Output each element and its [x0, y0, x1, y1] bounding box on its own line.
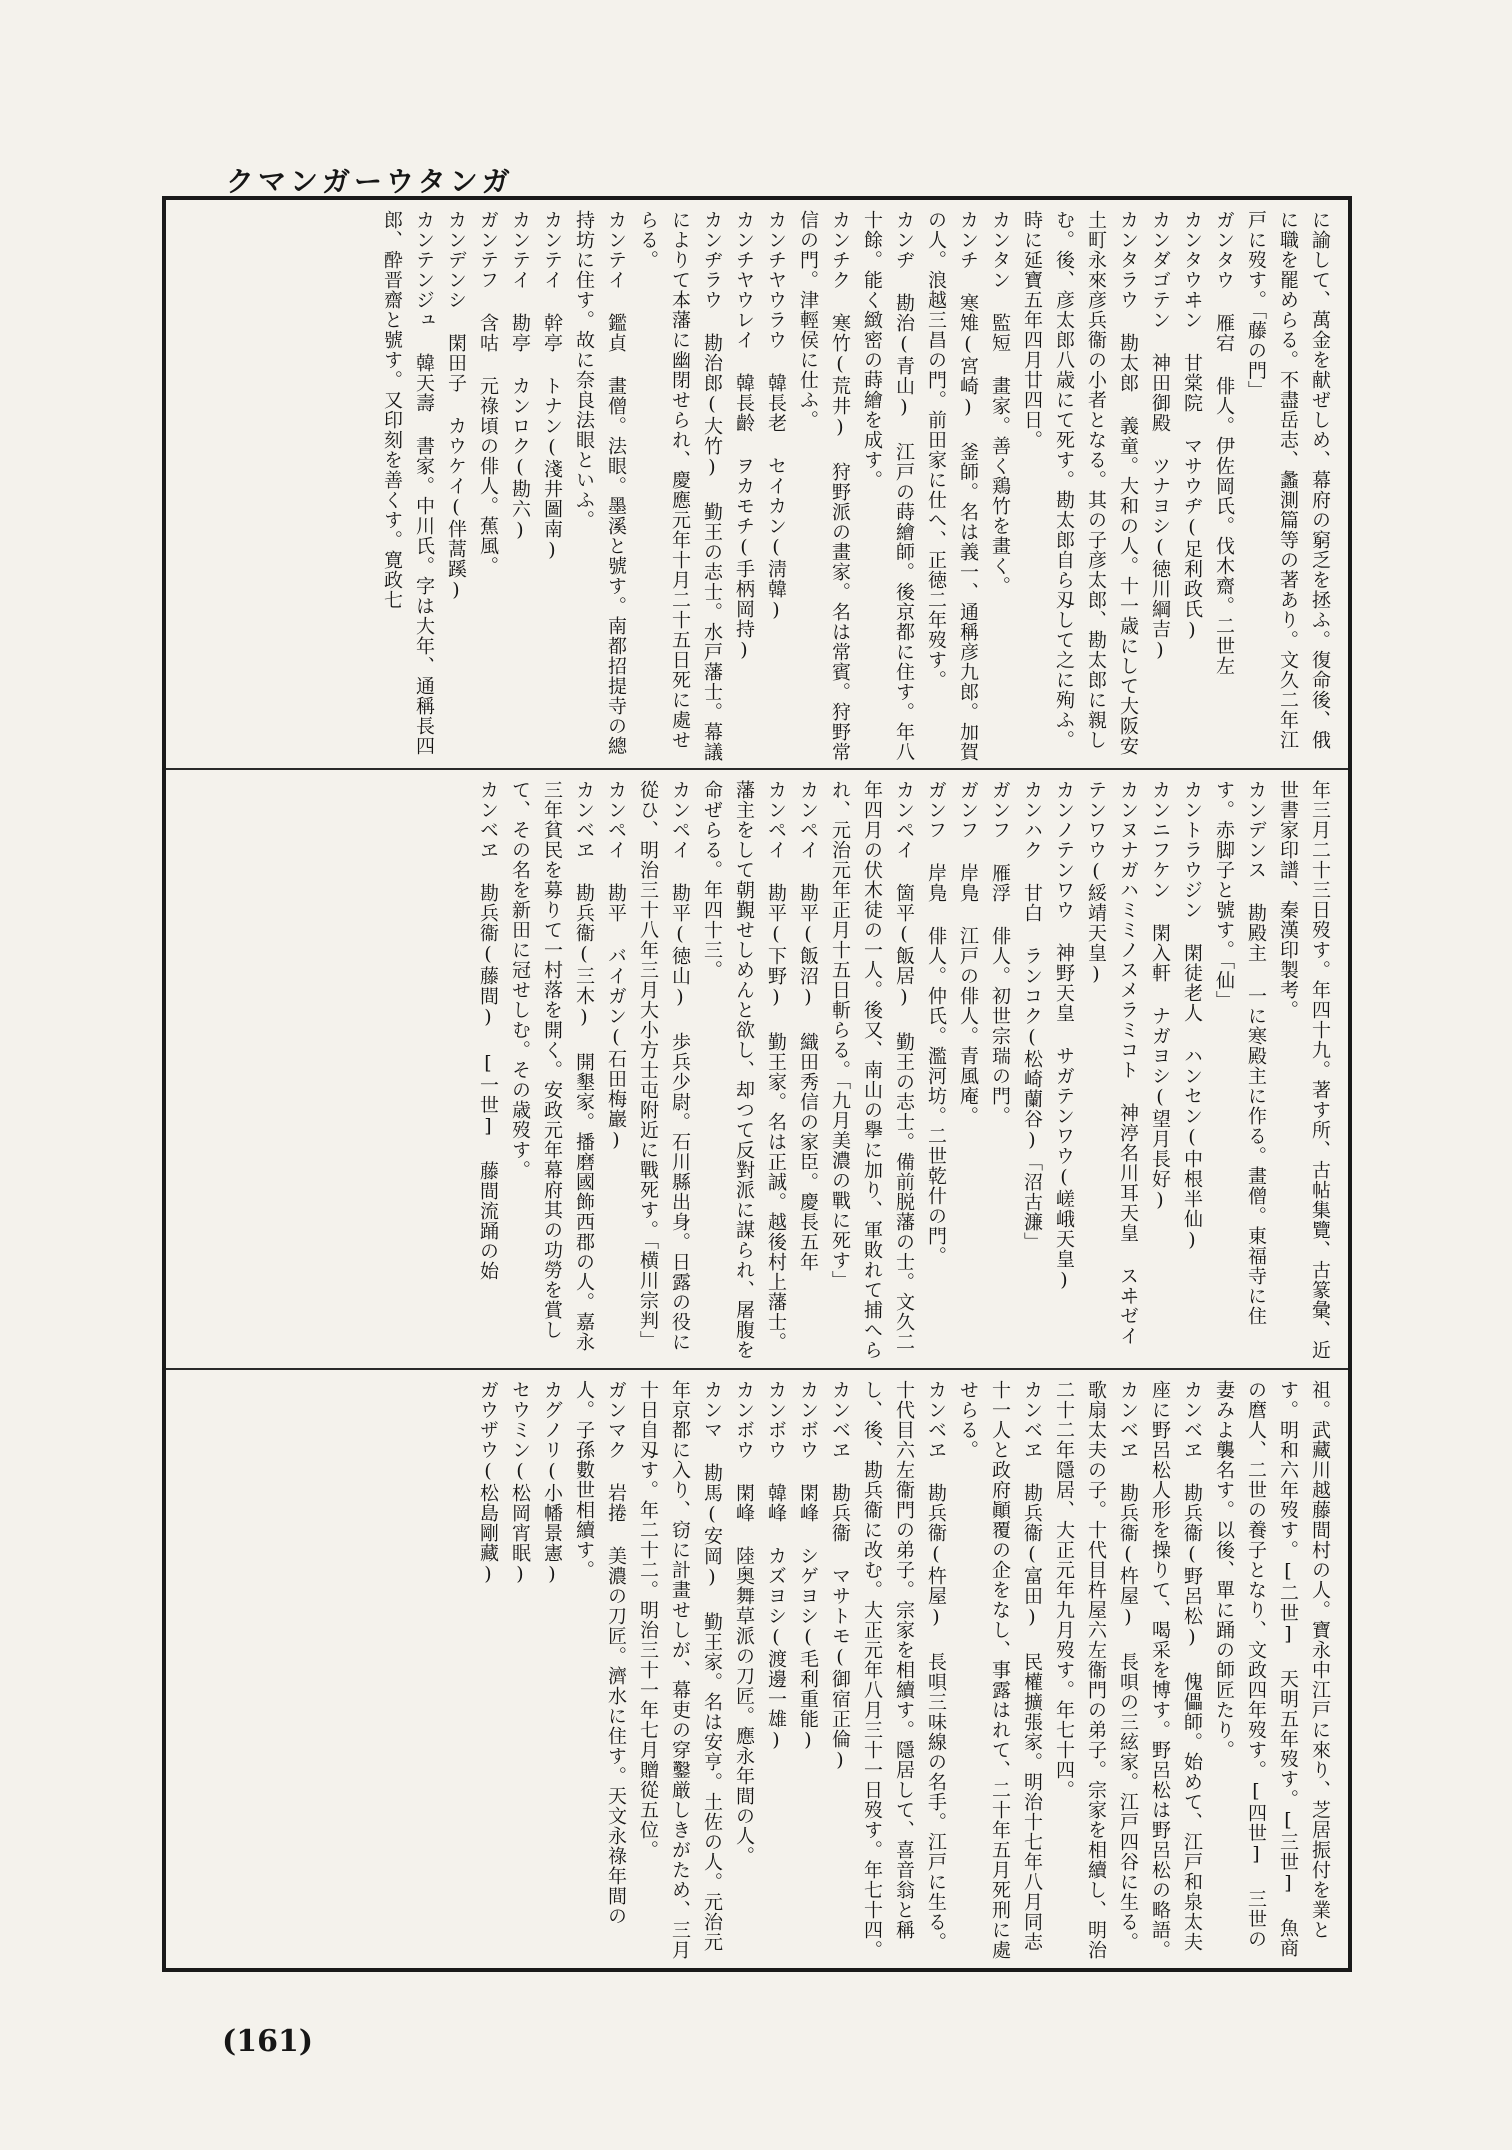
- dictionary-section-2: [180, 780, 1336, 1360]
- page-frame: [162, 196, 1352, 1972]
- dictionary-entry: カンタン 監短 畫家。善く鶏竹を畫く。: [989, 210, 1011, 596]
- dictionary-entry: カンヂラウ 勘治郎(大竹) 勤王の志士。水戸藩士。幕議によりて本藩に幽閉せられ、慶應元年十月二十五日死に處せらる。: [637, 210, 723, 762]
- dictionary-entry: カンボウ 閑峰 陸奥舞草派の刀匠。應永年間の人。: [733, 1380, 755, 1866]
- dictionary-entry: カンベヱ 勘兵衞 マサトモ(御宿正倫): [829, 1380, 851, 1772]
- dictionary-entry: カンチ 寒雉(宮崎) 釜師。名は義一、通稱彦九郎。加賀の人。浪越三昌の門。前田家に仕へ、正徳二年歿す。: [925, 210, 979, 762]
- dictionary-entry: カンチク 寒竹(荒井) 狩野派の畫家。名は常賓。狩野常信の門。津輕侯に仕ふ。: [797, 210, 851, 762]
- dictionary-entry: ガンフ 雁浮 俳人。初世宗瑞の門。: [989, 780, 1011, 1126]
- dictionary-entry: カンペイ 勘平(飯沼) 織田秀信の家臣。慶長五年: [797, 780, 819, 1272]
- dictionary-entry: カンテンジュ 韓天壽 書家。中川氏。字は大年、通稱長四郎、酔晋齋と號す。又印刻を善くす。寛政七: [381, 210, 435, 756]
- dictionary-entry: カンテイ 勘亭 カンロク(勘六): [509, 210, 531, 542]
- dictionary-entry: カンタラウ 勘太郎 義童。大和の人。十一歳にして大阪安土町永來彦兵衞の小者となる。其の子彦太郎、勘太郎に親しむ。後、彦太郎八歳にて死す。勘太郎自ら刄して之に殉ふ。時に延寶五年四月廿四日。: [1021, 210, 1139, 756]
- dictionary-entry: カンベヱ 勘兵衞(杵屋) 長唄三味線の名手。江戸に生る。十代目六左衞門の弟子。宗家を相續す。隱居して、喜音翁と稱し、後、勘兵衞に改む。大正元年八月三十一日歿す。年七十四。: [861, 1380, 947, 1960]
- dictionary-section-3: [180, 1380, 1336, 1960]
- dictionary-entry: に諭して、萬金を献ぜしめ、幕府の窮乏を拯ふ。復命後、俄に職を罷めらる。不盡岳志、蠡測篇等の著あり。文久二年江戸に歿す。「藤の門」: [1245, 210, 1331, 750]
- dictionary-entry: カンマ 勘馬(安岡) 勤王家。名は安亨。土佐の人。元治元年京都に入り、窃に計畫せしが、幕吏の穿鑿厳しきがため、三月十日自刄す。年二十二。明治三十一年七月贈從五位。: [637, 1380, 723, 1960]
- dictionary-entry: カンベヱ 勘兵衞(藤間) [一世] 藤間流踊の始: [477, 780, 499, 1281]
- dictionary-entry: カントラウジン 閑徒老人 ハンセン(中根半仙): [1181, 780, 1203, 1252]
- dictionary-entry: カンデンス 勘殿主 一に寒殿主に作る。畫僧。東福寺に住す。赤脚子と號す。「仙」: [1213, 780, 1267, 1326]
- dictionary-entry: カンボウ 韓峰 カズヨシ(渡邊一雄): [765, 1380, 787, 1752]
- dictionary-entry: カンタウヰン 甘棠院 マサウヂ(足利政氏): [1181, 210, 1203, 642]
- dictionary-entry: カンダゴテン 神田御殿 ツナヨシ(徳川綱吉): [1149, 210, 1171, 662]
- section-divider-1: [166, 768, 1348, 770]
- dictionary-entry: カンハク 甘白 ランコク(松崎蘭谷)「沼古濂」: [1021, 780, 1043, 1252]
- dictionary-entry: ガンマク 岩捲 美濃の刀匠。濟水に住す。天文永祿年間の人。子孫數世相續す。: [573, 1380, 627, 1926]
- dictionary-entry: カンテイ 幹亭 トナン(淺井圖南): [541, 210, 563, 562]
- dictionary-entry: カンベヱ 勘兵衞(富田) 民權擴張家。明治十七年八月同志十一人と政府顚覆の企をなし、事露はれて、二十年五月死刑に處せらる。: [957, 1380, 1043, 1960]
- dictionary-entry: カンノテンワウ 神野天皇 サガテンワウ(嵯峨天皇): [1053, 780, 1075, 1292]
- dictionary-entry: カンベヱ 勘兵衞(三木) 開墾家。播磨國飾西郡の人。嘉永三年貧民を募りて一村落を開く。安政元年幕府其の功勞を賞して、その名を新田に冠せしむ。その歳歿す。: [509, 780, 595, 1352]
- dictionary-entry: ガウザウ(松島剛藏): [477, 1380, 499, 1586]
- dictionary-entry: ガンフ 岸鳬 江戸の俳人。青風庵。: [957, 780, 979, 1126]
- dictionary-entry: カンベヱ 勘兵衞(野呂松) 傀儡師。始めて、江戸和泉太夫座に野呂松人形を操りて、喝采を博す。野呂松は野呂松の略語。: [1149, 1380, 1203, 1960]
- dictionary-entry: カグノリ(小幡景憲): [541, 1380, 563, 1586]
- dictionary-entry: カンボウ 閑峰 シゲヨシ(毛利重能): [797, 1380, 819, 1752]
- dictionary-entry: 祖。武藏川越藤間村の人。寶永中江戸に來り、芝居振付を業とす。明和六年歿す。[二世] 天明五年歿す。[三世] 魚商の麿人、二世の養子となり、文政四年歿す。[四世] 三世の妻みよ襲名す。以後、單に踊の師匠たり。: [1213, 1380, 1331, 1958]
- dictionary-entry: ガンテフ 含咕 元祿頃の俳人。蕉風。: [477, 210, 499, 576]
- page-number: (161): [222, 2024, 314, 2059]
- dictionary-entry: カンチヤウラウ 韓長老 セイカン(淸韓): [765, 210, 787, 622]
- dictionary-entry: カンニフケン 閑入軒 ナガヨシ(望月長好): [1149, 780, 1171, 1212]
- dictionary-entry: ガンフ 岸鳬 俳人。仲氏。濫河坊。二世乾什の門。: [925, 780, 947, 1266]
- dictionary-entry: カンヌナガハミミノスメラミコト 神渟名川耳天皇 スヰゼイテンワウ(綏靖天皇): [1085, 780, 1139, 1346]
- dictionary-entry: カンテイ 鑑貞 畫僧。法眼。墨溪と號す。南都招提寺の總持坊に住す。故に奈良法眼といふ。: [573, 210, 627, 756]
- dictionary-entry: カンヂ 勘治(青山) 江戸の蒔繪師。後京都に住す。年八十餘。能く緻密の蒔繪を成す。: [861, 210, 915, 762]
- dictionary-entry: カンデンシ 閑田子 カウケイ(伴蒿蹊): [445, 210, 467, 602]
- dictionary-section-1: [180, 210, 1336, 762]
- dictionary-entry: カンチヤウレイ 韓長齡 ヲカモチ(手柄岡持): [733, 210, 755, 662]
- running-head: クマンガーウタンガ: [226, 165, 514, 198]
- dictionary-entry: カンペイ 勘平(下野) 勤王家。名は正誠。越後村上藩士。藩主をして朝覲せしめんと欲し、却つて反對派に謀られ、屠腹を命ぜらる。年四十三。: [701, 780, 787, 1360]
- dictionary-entry: カンペイ 勘平 バイガン(石田梅巖): [605, 780, 627, 1152]
- dictionary-entry: カンペイ 箇平(飯居) 勤王の志士。備前脱藩の士。文久二年四月の伏木徒の一人。後又、南山の擧に加り、軍敗れて捕へられ、元治元年正月十五日斬らる。「九月美濃の戰に死す」: [829, 780, 915, 1360]
- dictionary-entry: カンベヱ 勘兵衞(杵屋) 長唄の三絃家。江戸四谷に生る。歌扇太夫の子。十代目杵屋六左衞門の弟子。宗家を相續し、明治二十二年隱居、大正元年九月歿す。年七十四。: [1053, 1380, 1139, 1960]
- dictionary-entry: ガンタウ 雁宕 俳人。伊佐岡氏。伐木齋。二世左: [1213, 210, 1235, 676]
- dictionary-entry: カンペイ 勘平(徳山) 歩兵少尉。石川縣出身。日露の役に從ひ、明治三十八年三月大小方士屯附近に戰死す。「横川宗判」: [637, 780, 691, 1352]
- section-divider-2: [166, 1368, 1348, 1370]
- dictionary-entry: セウミン(松岡宵眠): [509, 1380, 531, 1586]
- dictionary-entry: 年三月二十三日歿す。年四十九。著す所、古帖集覽、古篆彙、近世書家印譜、秦漢印製考。: [1277, 780, 1331, 1360]
